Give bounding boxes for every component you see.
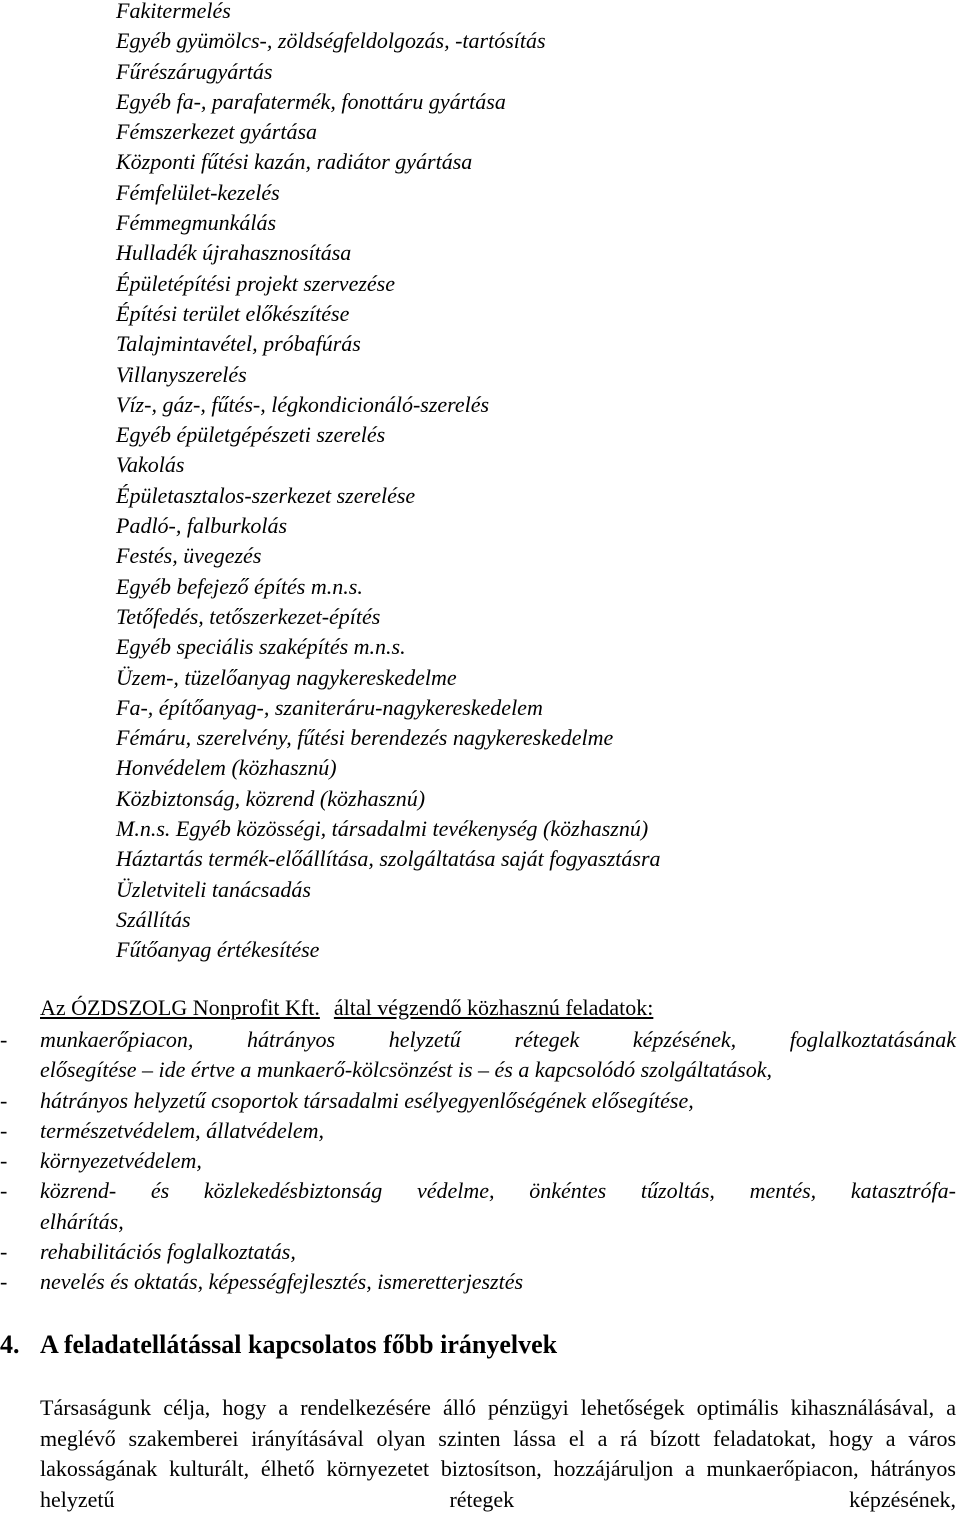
activity-item: M.n.s. Egyéb közösségi, társadalmi tevékenység (közhasznú) — [116, 816, 649, 842]
dash-bullet: - — [0, 1087, 8, 1113]
dash-bullet: - — [0, 1148, 8, 1174]
dash-bullet: - — [0, 1269, 8, 1295]
public-task-text: környezetvédelem, — [40, 1148, 202, 1174]
activity-item: Üzletviteli tanácsadás — [116, 876, 311, 902]
public-task-text: munkaerőpiacon, hátrányos helyzetű rétegek képzésének, foglalkoztatásának — [40, 1027, 956, 1052]
activity-item: Fakitermelés — [116, 0, 231, 23]
public-task-text-continued: elősegítése – ide értve a munkaerő-kölcsönzést is – és a kapcsolódó szolgáltatások, — [40, 1057, 772, 1083]
activity-item: Padló-, falburkolás — [116, 513, 288, 539]
activity-item: Közbiztonság, közrend (közhasznú) — [116, 785, 426, 811]
activity-item: Fűtőanyag értékesítése — [116, 937, 320, 963]
activity-item: Vakolás — [116, 452, 185, 478]
activity-item: Villanyszerelés — [116, 361, 247, 387]
public-task-item — [0, 1237, 956, 1267]
activity-item: Egyéb befejező építés m.n.s. — [116, 573, 363, 599]
public-tasks-heading — [40, 994, 653, 1022]
activity-item: Épületépítési projekt szervezése — [116, 270, 395, 296]
dash-bullet: - — [0, 1117, 8, 1143]
dash-bullet: - — [0, 1027, 8, 1052]
activity-item: Honvédelem (közhasznú) — [116, 755, 337, 781]
activity-item: Fémmegmunkálás — [116, 210, 277, 236]
activity-item: Egyéb fa-, parafatermék, fonottáru gyártása — [116, 88, 506, 114]
section-heading — [0, 1328, 557, 1362]
public-task-text: közrend- és közlekedésbiztonság védelme, önkéntes tűzoltás, mentés, katasztrófa- — [40, 1178, 956, 1204]
activity-item: Központi fűtési kazán, radiátor gyártása — [116, 149, 473, 175]
section-title: A feladatellátással kapcsolatos főbb irányelvek — [40, 1330, 558, 1359]
activity-item: Festés, üvegezés — [116, 543, 262, 569]
public-task-text: hátrányos helyzetű csoportok társadalmi esélyegyenlőségének elősegítése, — [40, 1087, 694, 1113]
body-paragraph: Társaságunk célja, hogy a rendelkezésére álló pénzügyi lehetőségek optimális kihasználásával, a meglévő szakemberei irányításával olyan szinten lássa el a rá bízott feladatokat, hogy a város lakosságának kulturált, élhető környezetet biztosítson, hozzájáruljon a munkaerőpiacon, hátrányos helyzetű rétegek képzésének, — [40, 1395, 956, 1512]
activity-item: Épületasztalos-szerkezet szerelése — [116, 482, 416, 508]
activity-item: Szállítás — [116, 906, 191, 932]
activity-item: Fűrészárugyártás — [116, 58, 273, 84]
activity-item: Háztartás termék-előállítása, szolgáltatása saját fogyasztásra — [116, 846, 661, 872]
public-task-item — [0, 1267, 956, 1297]
public-task-item — [0, 1116, 956, 1146]
activity-item: Építési terület előkészítése — [116, 300, 350, 326]
dash-bullet: - — [0, 1239, 8, 1265]
activity-item: Üzem-, tüzelőanyag nagykereskedelme — [116, 664, 457, 690]
public-task-list — [0, 1025, 956, 1298]
activity-item: Egyéb gyümölcs-, zöldségfeldolgozás, -tartósítás — [116, 28, 546, 54]
public-task-text: rehabilitációs foglalkoztatás, — [40, 1239, 296, 1265]
activity-item: Fémáru, szerelvény, fűtési berendezés nagykereskedelme — [116, 725, 614, 751]
section-number: 4. — [0, 1330, 20, 1359]
activity-list — [116, 0, 661, 966]
public-task-item — [0, 1176, 956, 1237]
activity-item: Tetőfedés, tetőszerkezet-építés — [116, 603, 381, 629]
public-task-text: nevelés és oktatás, képességfejlesztés, ismeretterjesztés — [40, 1269, 524, 1295]
public-tasks-heading-text: által végzendő közhasznú feladatok: — [333, 995, 654, 1020]
public-task-text-continued: elhárítás, — [40, 1208, 124, 1234]
activity-item: Fa-, építőanyag-, szaniteráru-nagykereskedelem — [116, 694, 543, 720]
public-task-item — [0, 1086, 956, 1116]
organization-name: Az ÓZDSZOLG Nonprofit Kft. — [40, 995, 320, 1020]
activity-item: Fémszerkezet gyártása — [116, 119, 318, 145]
activity-item: Egyéb épületgépészeti szerelés — [116, 422, 386, 448]
activity-item: Egyéb speciális szaképítés m.n.s. — [116, 634, 406, 660]
public-task-item — [0, 1025, 956, 1086]
public-task-text: természetvédelem, állatvédelem, — [40, 1117, 325, 1143]
activity-item: Víz-, gáz-, fűtés-, légkondicionáló-szerelés — [116, 391, 490, 417]
activity-item: Talajmintavétel, próbafúrás — [116, 331, 361, 357]
activity-item: Hulladék újrahasznosítása — [116, 240, 352, 266]
public-task-item — [0, 1146, 956, 1176]
activity-item: Fémfelület-kezelés — [116, 179, 280, 205]
dash-bullet: - — [0, 1178, 8, 1204]
